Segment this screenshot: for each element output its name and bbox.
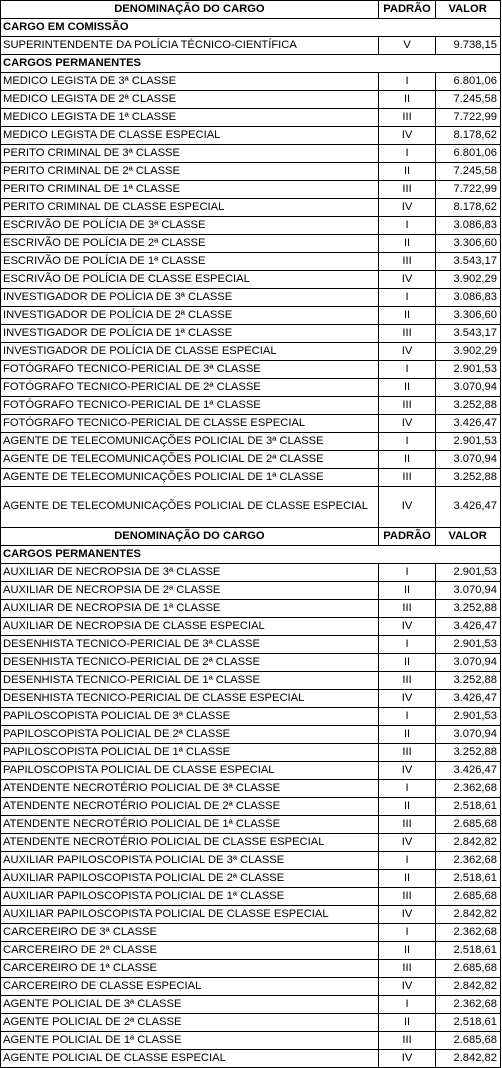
table-row: [1, 199, 501, 217]
table-row: [1, 618, 501, 636]
cargo-name-cell: PAPILOSCOPISTA POLICIAL DE 2ª CLASSE: [1, 726, 379, 744]
padrao-cell: IV: [378, 415, 435, 433]
valor-cell: 3.086,83: [436, 289, 501, 307]
padrao-cell: III: [378, 469, 435, 487]
valor-cell: 7.245,58: [436, 91, 501, 109]
valor-cell: 6.801,06: [436, 73, 501, 91]
cargo-name-cell: ATENDENTE NECROTÉRIO POLICIAL DE 2ª CLASSE: [1, 798, 379, 816]
valor-cell: 2.518,61: [436, 942, 501, 960]
table-row: [1, 271, 501, 289]
valor-cell: 2.685,68: [436, 888, 501, 906]
padrao-cell: IV: [378, 690, 435, 708]
padrao-cell: II: [378, 1014, 435, 1032]
section-row: [1, 19, 501, 37]
cargo-name-cell: PAPILOSCOPISTA POLICIAL DE 1ª CLASSE: [1, 744, 379, 762]
cargo-name-cell: CARCEREIRO DE 2ª CLASSE: [1, 942, 379, 960]
valor-cell: 3.252,88: [436, 672, 501, 690]
padrao-cell: III: [378, 253, 435, 271]
valor-cell: 3.426,47: [436, 618, 501, 636]
valor-cell: 2.901,53: [436, 708, 501, 726]
table-row: [1, 582, 501, 600]
valor-cell: 3.543,17: [436, 253, 501, 271]
cargo-name-cell: AGENTE DE TELECOMUNICAÇÕES POLICIAL DE 3ª CLASSE: [1, 433, 379, 451]
padrao-cell: I: [378, 564, 435, 582]
padrao-cell: I: [378, 361, 435, 379]
cargo-name-cell: PERITO CRIMINAL DE 1ª CLASSE: [1, 181, 379, 199]
cargo-name-cell: ATENDENTE NECROTÉRIO POLICIAL DE 3ª CLASSE: [1, 780, 379, 798]
table-row: [1, 469, 501, 487]
valor-cell: 3.426,47: [436, 762, 501, 780]
valor-cell: 2.842,82: [436, 834, 501, 852]
valor-cell: 2.362,68: [436, 924, 501, 942]
padrao-cell: II: [378, 379, 435, 397]
table-row: [1, 798, 501, 816]
cargo-name-cell: AUXILIAR PAPILOSCOPISTA POLICIAL DE 3ª CLASSE: [1, 852, 379, 870]
table-row: [1, 888, 501, 906]
table-row: [1, 690, 501, 708]
cargo-name-cell: PERITO CRIMINAL DE CLASSE ESPECIAL: [1, 199, 379, 217]
valor-cell: 6.801,06: [436, 145, 501, 163]
valor-cell: 3.252,88: [436, 469, 501, 487]
valor-cell: 3.252,88: [436, 397, 501, 415]
cargo-name-cell: MEDICO LEGISTA DE 2ª CLASSE: [1, 91, 379, 109]
table-row: [1, 960, 501, 978]
table-row: [1, 307, 501, 325]
padrao-cell: III: [378, 672, 435, 690]
table-row: [1, 636, 501, 654]
table-row: [1, 487, 501, 528]
padrao-cell: III: [378, 816, 435, 834]
table-row: [1, 744, 501, 762]
section-row: [1, 55, 501, 73]
valor-cell: 3.902,29: [436, 271, 501, 289]
valor-cell: 3.252,88: [436, 744, 501, 762]
table-row: [1, 217, 501, 235]
table-row: [1, 145, 501, 163]
cargo-name-cell: INVESTIGADOR DE POLÍCIA DE 3ª CLASSE: [1, 289, 379, 307]
table-row: [1, 762, 501, 780]
valor-cell: 3.426,47: [436, 487, 501, 528]
cargo-name-cell: AUXILIAR DE NECROPSIA DE 2ª CLASSE: [1, 582, 379, 600]
cargo-name-cell: ESCRIVÃO DE POLÍCIA DE 3ª CLASSE: [1, 217, 379, 235]
padrao-cell: II: [378, 798, 435, 816]
table-row: [1, 127, 501, 145]
table-row: [1, 654, 501, 672]
section-row: [1, 546, 501, 564]
padrao-cell: II: [378, 307, 435, 325]
valor-cell: 3.252,88: [436, 600, 501, 618]
valor-cell: 2.901,53: [436, 636, 501, 654]
padrao-cell: IV: [378, 978, 435, 996]
cargo-name-cell: CARCEREIRO DE CLASSE ESPECIAL: [1, 978, 379, 996]
padrao-cell: I: [378, 433, 435, 451]
valor-cell: 2.901,53: [436, 433, 501, 451]
valor-cell: 3.306,60: [436, 235, 501, 253]
table-row: [1, 816, 501, 834]
padrao-cell: IV: [378, 271, 435, 289]
valor-cell: 3.306,60: [436, 307, 501, 325]
valor-cell: 8.178,62: [436, 127, 501, 145]
padrao-cell: I: [378, 145, 435, 163]
cargo-name-cell: AGENTE DE TELECOMUNICAÇÕES POLICIAL DE 2ª CLASSE: [1, 451, 379, 469]
padrao-cell: I: [378, 996, 435, 1014]
header-padrao-cell: PADRÃO: [378, 1, 435, 19]
table-row: [1, 564, 501, 582]
valor-cell: 3.070,94: [436, 654, 501, 672]
table-row: [1, 852, 501, 870]
padrao-cell: IV: [378, 127, 435, 145]
cargo-name-cell: ESCRIVÃO DE POLÍCIA DE 1ª CLASSE: [1, 253, 379, 271]
cargo-name-cell: ATENDENTE NECROTÉRIO POLICIAL DE CLASSE ESPECIAL: [1, 834, 379, 852]
table-row: [1, 415, 501, 433]
padrao-cell: II: [378, 235, 435, 253]
padrao-cell: II: [378, 451, 435, 469]
padrao-cell: I: [378, 708, 435, 726]
table-row: [1, 996, 501, 1014]
padrao-cell: I: [378, 73, 435, 91]
valor-cell: 2.685,68: [436, 960, 501, 978]
table-row: [1, 325, 501, 343]
table-row: [1, 924, 501, 942]
valor-cell: 3.086,83: [436, 217, 501, 235]
padrao-cell: III: [378, 1032, 435, 1050]
header-valor-cell: VALOR: [436, 1, 501, 19]
cargo-name-cell: DESENHISTA TECNICO-PERICIAL DE CLASSE ESPECIAL: [1, 690, 379, 708]
cargo-name-cell: ESCRIVÃO DE POLÍCIA DE CLASSE ESPECIAL: [1, 271, 379, 289]
table-row: [1, 870, 501, 888]
section-title: CARGO EM COMISSÃO: [1, 19, 501, 37]
padrao-cell: I: [378, 636, 435, 654]
cargo-name-cell: AGENTE POLICIAL DE CLASSE ESPECIAL: [1, 1050, 379, 1068]
cargo-name-cell: CARCEREIRO DE 3ª CLASSE: [1, 924, 379, 942]
padrao-cell: III: [378, 109, 435, 127]
valor-cell: 2.518,61: [436, 870, 501, 888]
valor-cell: 3.902,29: [436, 343, 501, 361]
cargo-name-cell: AUXILIAR DE NECROPSIA DE CLASSE ESPECIAL: [1, 618, 379, 636]
valor-cell: 3.426,47: [436, 415, 501, 433]
header-valor-cell: VALOR: [436, 528, 501, 546]
valor-cell: 2.362,68: [436, 852, 501, 870]
padrao-cell: II: [378, 942, 435, 960]
valor-cell: 7.722,99: [436, 181, 501, 199]
cargo-name-cell: PAPILOSCOPISTA POLICIAL DE CLASSE ESPECIAL: [1, 762, 379, 780]
padrao-cell: IV: [378, 834, 435, 852]
padrao-cell: II: [378, 91, 435, 109]
padrao-cell: I: [378, 852, 435, 870]
padrao-cell: I: [378, 217, 435, 235]
padrao-cell: I: [378, 924, 435, 942]
table-row: [1, 906, 501, 924]
table-row: [1, 361, 501, 379]
valor-cell: 2.901,53: [436, 361, 501, 379]
cargo-name-cell: AUXILIAR PAPILOSCOPISTA POLICIAL DE 2ª CLASSE: [1, 870, 379, 888]
cargo-name-cell: FOTÓGRAFO TECNICO-PERICIAL DE 3ª CLASSE: [1, 361, 379, 379]
table-row: [1, 109, 501, 127]
cargo-name-cell: ESCRIVÃO DE POLÍCIA DE 2ª CLASSE: [1, 235, 379, 253]
salary-table-body: [1, 1, 501, 1068]
table-row: [1, 978, 501, 996]
padrao-cell: III: [378, 181, 435, 199]
header-padrao-cell: PADRÃO: [378, 528, 435, 546]
padrao-cell: IV: [378, 1050, 435, 1068]
padrao-cell: I: [378, 780, 435, 798]
table-row: [1, 253, 501, 271]
valor-cell: 2.362,68: [436, 780, 501, 798]
table-row: [1, 343, 501, 361]
padrao-cell: IV: [378, 199, 435, 217]
table-row: [1, 780, 501, 798]
valor-cell: 2.842,82: [436, 978, 501, 996]
valor-cell: 3.426,47: [436, 690, 501, 708]
cargo-name-cell: DESENHISTA TECNICO-PERICIAL DE 3ª CLASSE: [1, 636, 379, 654]
table-row: [1, 379, 501, 397]
valor-cell: 8.178,62: [436, 199, 501, 217]
table-row: [1, 1014, 501, 1032]
valor-cell: 3.070,94: [436, 582, 501, 600]
valor-cell: 3.070,94: [436, 726, 501, 744]
cargo-name-cell: CARCEREIRO DE 1ª CLASSE: [1, 960, 379, 978]
cargo-name-cell: PAPILOSCOPISTA POLICIAL DE 3ª CLASSE: [1, 708, 379, 726]
padrao-cell: II: [378, 726, 435, 744]
header-name-cell: DENOMINAÇÃO DO CARGO: [1, 528, 379, 546]
cargo-name-cell: INVESTIGADOR DE POLÍCIA DE 1ª CLASSE: [1, 325, 379, 343]
table-row: [1, 1032, 501, 1050]
valor-cell: 3.070,94: [436, 379, 501, 397]
cargo-name-cell: PERITO CRIMINAL DE 3ª CLASSE: [1, 145, 379, 163]
cargo-name-cell: MEDICO LEGISTA DE CLASSE ESPECIAL: [1, 127, 379, 145]
padrao-cell: II: [378, 654, 435, 672]
cargo-name-cell: MEDICO LEGISTA DE 3ª CLASSE: [1, 73, 379, 91]
valor-cell: 7.245,58: [436, 163, 501, 181]
cargo-name-cell: SUPERINTENDENTE DA POLÍCIA TÉCNICO-CIENTÍFICA: [1, 37, 379, 55]
cargo-name-cell: AUXILIAR PAPILOSCOPISTA POLICIAL DE CLASSE ESPECIAL: [1, 906, 379, 924]
cargo-name-cell: DESENHISTA TECNICO-PERICIAL DE 1ª CLASSE: [1, 672, 379, 690]
valor-cell: 2.685,68: [436, 816, 501, 834]
padrao-cell: IV: [378, 906, 435, 924]
cargo-name-cell: AGENTE POLICIAL DE 2ª CLASSE: [1, 1014, 379, 1032]
valor-cell: 9.738,15: [436, 37, 501, 55]
valor-cell: 2.901,53: [436, 564, 501, 582]
table-row: [1, 726, 501, 744]
header-name-cell: DENOMINAÇÃO DO CARGO: [1, 1, 379, 19]
valor-cell: 2.842,82: [436, 1050, 501, 1068]
cargo-name-cell: AUXILIAR DE NECROPSIA DE 1ª CLASSE: [1, 600, 379, 618]
header-row: [1, 528, 501, 546]
table-row: [1, 181, 501, 199]
cargo-name-cell: AUXILIAR PAPILOSCOPISTA POLICIAL DE 1ª CLASSE: [1, 888, 379, 906]
valor-cell: 2.518,61: [436, 1014, 501, 1032]
table-row: [1, 289, 501, 307]
padrao-cell: III: [378, 744, 435, 762]
valor-cell: 2.362,68: [436, 996, 501, 1014]
padrao-cell: IV: [378, 618, 435, 636]
cargo-name-cell: AGENTE POLICIAL DE 1ª CLASSE: [1, 1032, 379, 1050]
valor-cell: 2.842,82: [436, 906, 501, 924]
padrao-cell: III: [378, 888, 435, 906]
table-row: [1, 37, 501, 55]
padrao-cell: II: [378, 163, 435, 181]
cargo-name-cell: AGENTE DE TELECOMUNICAÇÕES POLICIAL DE 1ª CLASSE: [1, 469, 379, 487]
padrao-cell: I: [378, 289, 435, 307]
padrao-cell: IV: [378, 343, 435, 361]
padrao-cell: III: [378, 397, 435, 415]
cargo-name-cell: ATENDENTE NECROTÉRIO POLICIAL DE 1ª CLASSE: [1, 816, 379, 834]
table-row: [1, 834, 501, 852]
cargo-name-cell: DESENHISTA TECNICO-PERICIAL DE 2ª CLASSE: [1, 654, 379, 672]
cargo-name-cell: INVESTIGADOR DE POLÍCIA DE CLASSE ESPECIAL: [1, 343, 379, 361]
cargo-name-cell: PERITO CRIMINAL DE 2ª CLASSE: [1, 163, 379, 181]
table-row: [1, 163, 501, 181]
table-row: [1, 73, 501, 91]
padrao-cell: III: [378, 600, 435, 618]
cargo-name-cell: AUXILIAR DE NECROPSIA DE 3ª CLASSE: [1, 564, 379, 582]
table-row: [1, 235, 501, 253]
table-row: [1, 708, 501, 726]
valor-cell: 2.685,68: [436, 1032, 501, 1050]
table-row: [1, 600, 501, 618]
padrao-cell: V: [378, 37, 435, 55]
cargo-name-cell: FOTÓGRAFO TECNICO-PERICIAL DE CLASSE ESPECIAL: [1, 415, 379, 433]
section-title: CARGOS PERMANENTES: [1, 546, 501, 564]
valor-cell: 7.722,99: [436, 109, 501, 127]
cargo-name-cell: AGENTE DE TELECOMUNICAÇÕES POLICIAL DE CLASSE ESPECIAL: [1, 487, 379, 528]
header-row: [1, 1, 501, 19]
table-row: [1, 397, 501, 415]
table-row: [1, 433, 501, 451]
cargo-name-cell: INVESTIGADOR DE POLÍCIA DE 2ª CLASSE: [1, 307, 379, 325]
cargo-name-cell: FOTÓGRAFO TECNICO-PERICIAL DE 2ª CLASSE: [1, 379, 379, 397]
cargo-name-cell: FOTÓGRAFO TECNICO-PERICIAL DE 1ª CLASSE: [1, 397, 379, 415]
table-row: [1, 672, 501, 690]
table-row: [1, 942, 501, 960]
table-row: [1, 1050, 501, 1068]
padrao-cell: III: [378, 325, 435, 343]
valor-cell: 2.518,61: [436, 798, 501, 816]
valor-cell: 3.543,17: [436, 325, 501, 343]
table-row: [1, 451, 501, 469]
padrao-cell: II: [378, 870, 435, 888]
padrao-cell: IV: [378, 487, 435, 528]
section-title: CARGOS PERMANENTES: [1, 55, 501, 73]
padrao-cell: IV: [378, 762, 435, 780]
cargo-name-cell: MEDICO LEGISTA DE 1ª CLASSE: [1, 109, 379, 127]
padrao-cell: III: [378, 960, 435, 978]
cargo-name-cell: AGENTE POLICIAL DE 3ª CLASSE: [1, 996, 379, 1014]
padrao-cell: II: [378, 582, 435, 600]
table-row: [1, 91, 501, 109]
valor-cell: 3.070,94: [436, 451, 501, 469]
